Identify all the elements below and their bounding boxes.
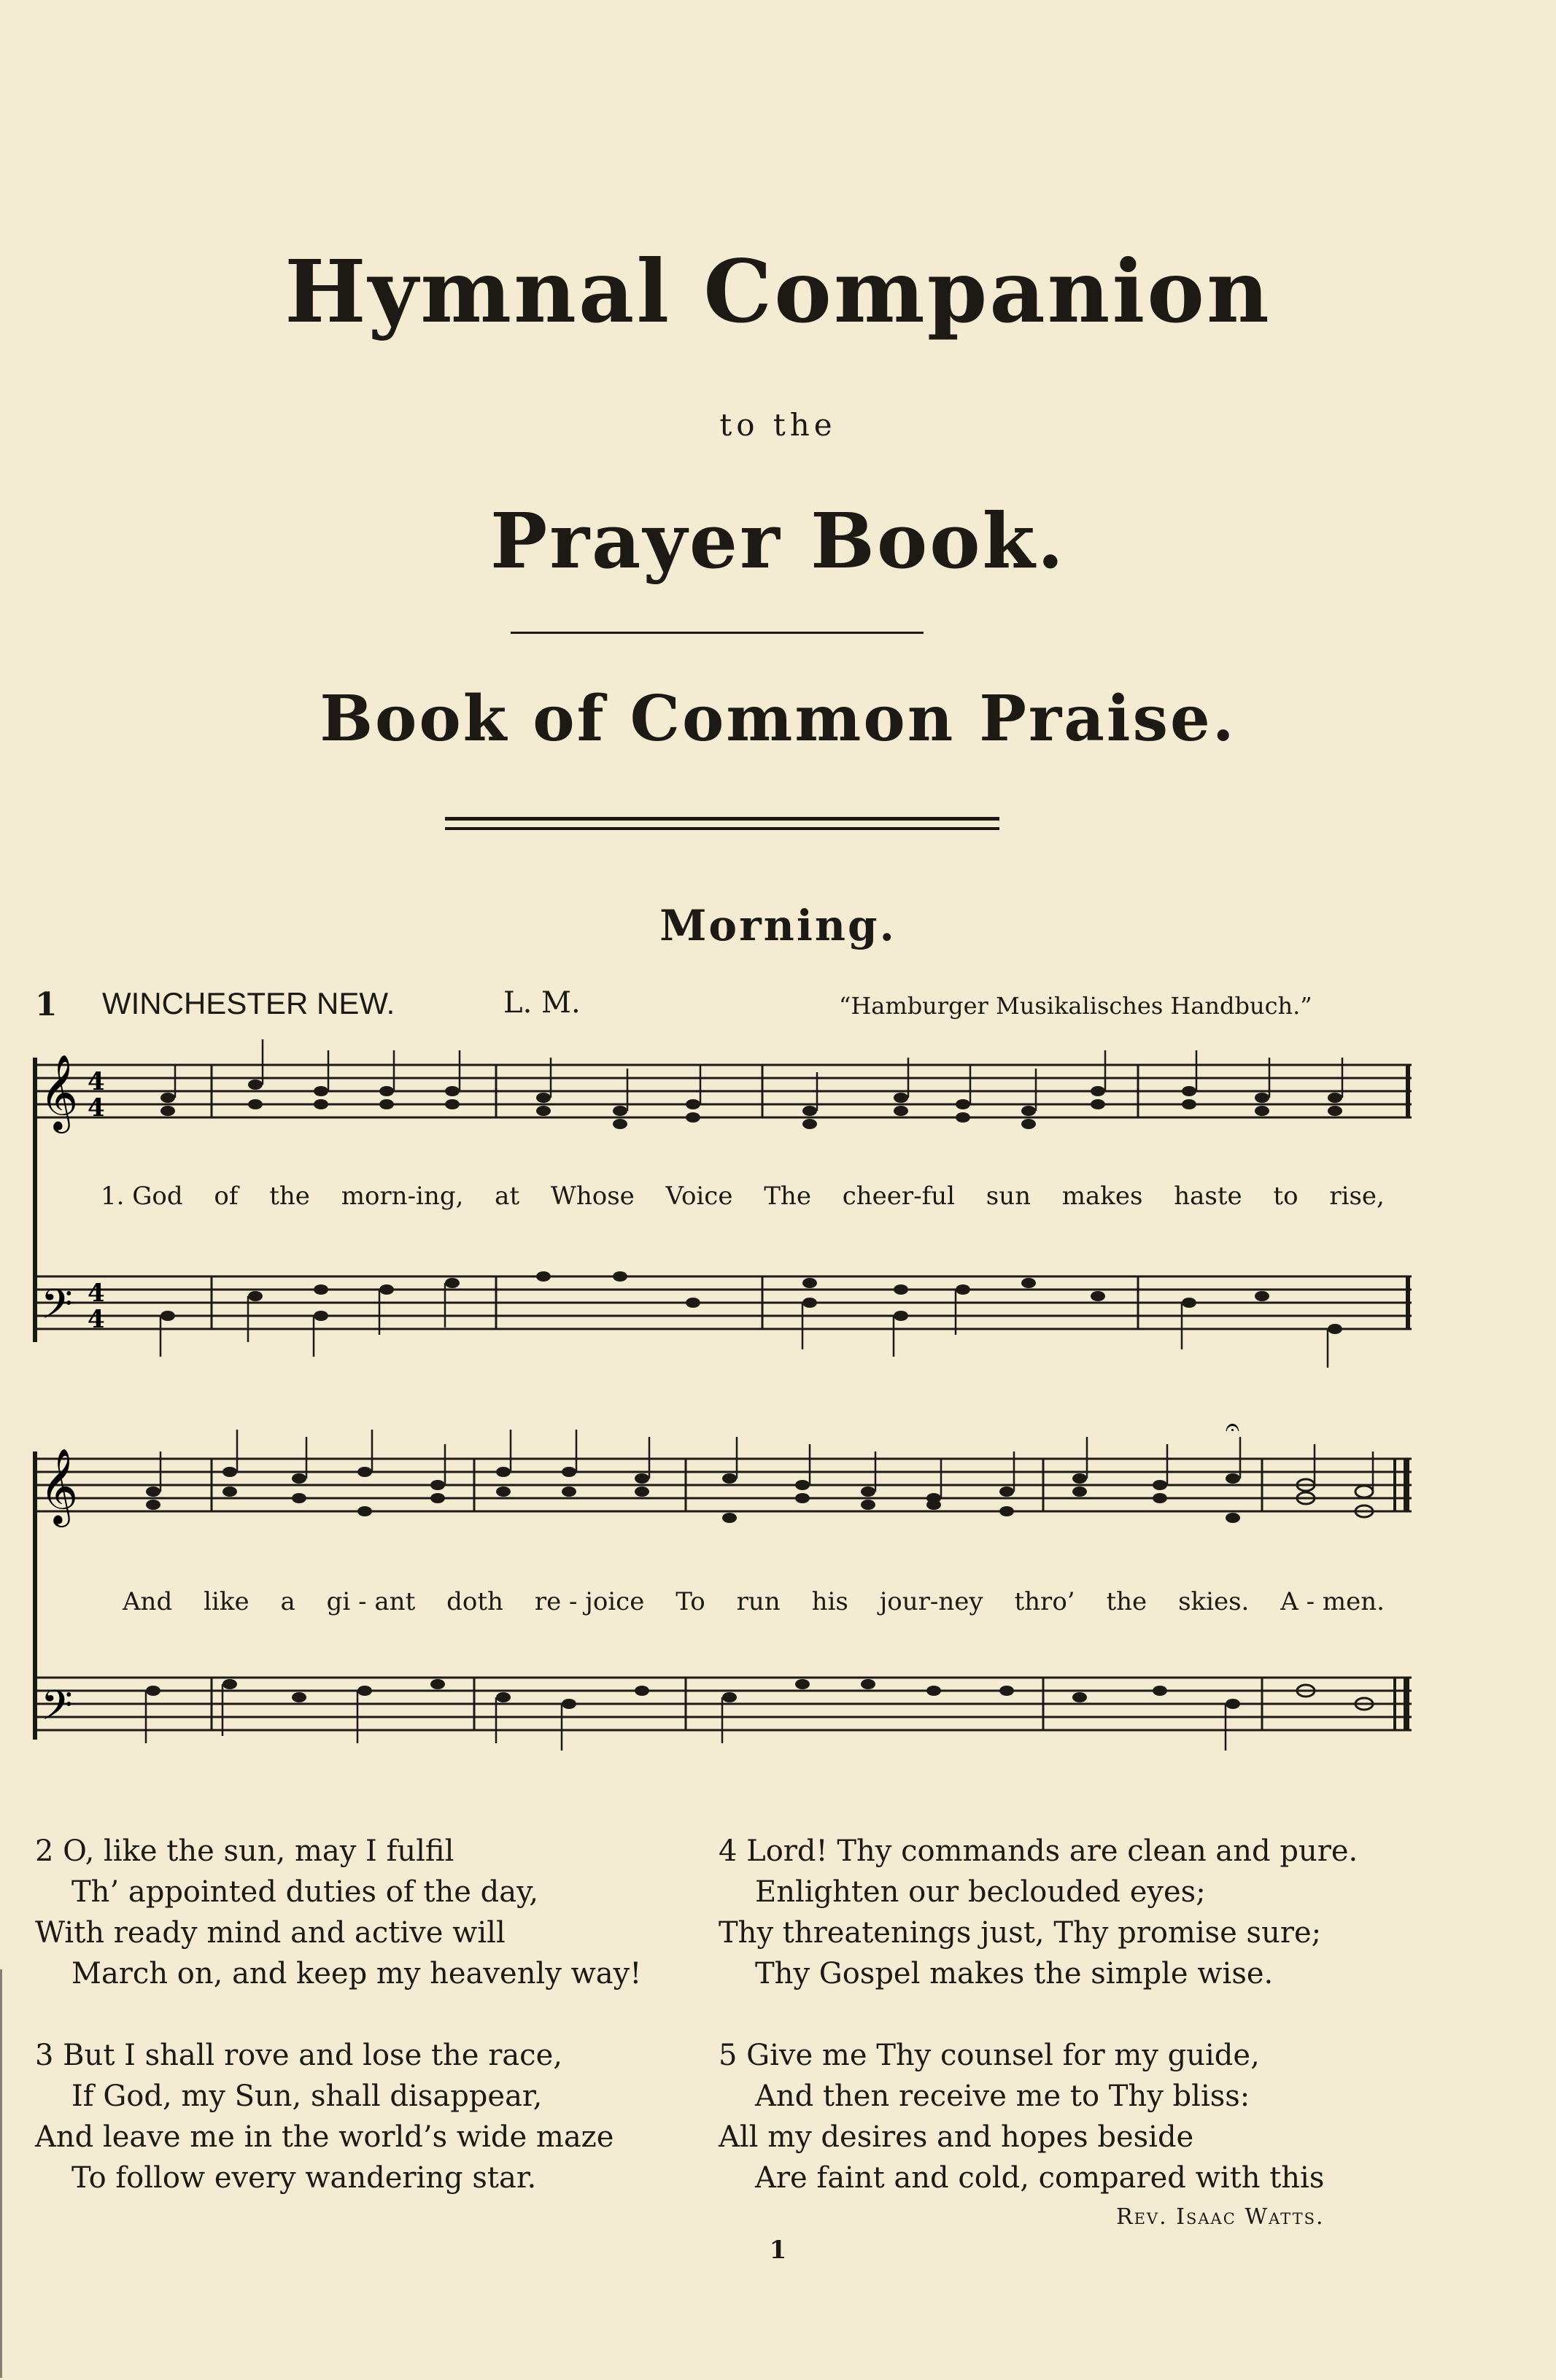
subtitle-connector: to the [719, 407, 837, 443]
stems-treble-1 [175, 1039, 1342, 1111]
bass-staff-1 [36, 1276, 1412, 1329]
hymn-meter: L. M. [503, 986, 581, 1020]
lyric-syllable: cheer-ful [842, 1182, 955, 1211]
time-signature-treble: 4 [88, 1067, 105, 1096]
time-signature-bass: 4 [88, 1279, 105, 1308]
tune-source: “Hamburger Musikalisches Handbuch.” [839, 992, 1312, 1020]
page-edge-shadow [0, 1969, 2, 2378]
title-divider [511, 632, 924, 634]
lyric-syllable: the [1106, 1587, 1147, 1616]
lyric-syllable: Whose [550, 1182, 635, 1211]
lyrics-row-1 [101, 1182, 1385, 1211]
lyric-syllable: haste [1174, 1182, 1242, 1211]
lyric-syllable: To [676, 1587, 705, 1616]
half-notes-bass-2 [1297, 1685, 1373, 1710]
verse-line: 2 O, like the sun, may I fulfil [35, 1834, 454, 1868]
lyric-syllable: sun [986, 1182, 1031, 1211]
lyric-syllable: Voice [665, 1182, 733, 1211]
lyric-syllable: run [736, 1587, 781, 1616]
lyric-syllable: his [811, 1587, 848, 1616]
double-rule-bottom [445, 827, 999, 830]
verse-line: If God, my Sun, shall disappear, [71, 2079, 543, 2113]
verse-5 [719, 2035, 1324, 2198]
time-signature-treble-lower: 4 [88, 1093, 105, 1123]
lyric-syllable: doth [446, 1587, 503, 1616]
book-title: Hymnal Companion [285, 241, 1271, 342]
treble-clef-icon: 𝄞 [39, 1448, 79, 1524]
stems-bass-1 [160, 1283, 1328, 1368]
treble-staff-2 [36, 1459, 1412, 1511]
lyric-syllable: The [764, 1182, 811, 1211]
treble-clef-icon: 𝄞 [39, 1054, 79, 1131]
stems-treble-2 [160, 1430, 1373, 1498]
treble-staff-1 [36, 1065, 1412, 1117]
section-heading: Morning. [659, 901, 897, 950]
verse-2 [35, 1831, 641, 1994]
verse-line: Are faint and cold, compared with this [755, 2161, 1325, 2195]
hymn-author: Rev. Isaac Watts. [1116, 2204, 1325, 2230]
notes-treble-2 [146, 1467, 1240, 1523]
page-number: 1 [769, 2236, 787, 2265]
verse-line: To follow every wandering star. [71, 2161, 537, 2195]
lyric-syllable: of [214, 1182, 239, 1211]
lyric-syllable: like [204, 1587, 249, 1616]
lyric-syllable: rise, [1329, 1182, 1385, 1211]
lyric-syllable: A - men. [1280, 1587, 1385, 1616]
tune-name: WINCHESTER NEW. [102, 986, 395, 1020]
lyric-syllable: a [280, 1587, 295, 1616]
verse-line: And then receive me to Thy bliss: [755, 2079, 1250, 2113]
lyric-syllable: morn-ing, [341, 1182, 464, 1211]
lyric-syllable: at [495, 1182, 520, 1211]
bass-clef-icon: 𝄢 [41, 1281, 73, 1338]
verse-line: With ready mind and active will [35, 1916, 506, 1950]
lyric-syllable: 1. God [101, 1182, 183, 1211]
double-rule-top [445, 817, 999, 821]
verse-3 [35, 2035, 614, 2198]
lyric-syllable: skies. [1178, 1587, 1250, 1616]
bass-clef-icon: 𝄢 [41, 1682, 73, 1740]
verse-line: 3 But I shall rove and lose the race, [35, 2039, 562, 2072]
book-subtitle: Book of Common Praise. [320, 682, 1236, 756]
book-title-second-line: Prayer Book. [490, 496, 1066, 586]
verse-line: 4 Lord! Thy commands are clean and pure. [719, 1834, 1358, 1868]
lyrics-row-2 [123, 1587, 1385, 1616]
fermata-icon: 𝄐 [1226, 1413, 1239, 1442]
verse-line: Enlighten our beclouded eyes; [755, 1875, 1206, 1909]
lyric-syllable: thro’ [1014, 1587, 1075, 1616]
time-signature-bass-lower: 4 [88, 1305, 105, 1334]
lyric-syllable: to [1273, 1182, 1298, 1211]
verse-line: Th’ appointed duties of the day, [71, 1875, 539, 1909]
lyric-syllable: jour-ney [879, 1587, 983, 1616]
verse-line: All my desires and hopes beside [719, 2120, 1194, 2154]
hymn-number: 1 [35, 986, 58, 1023]
verse-line: Thy Gospel makes the simple wise. [755, 1957, 1274, 1991]
lyric-syllable: makes [1061, 1182, 1143, 1211]
lyric-syllable: re - joice [534, 1587, 645, 1616]
verse-line: And leave me in the world’s wide maze [35, 2120, 614, 2154]
verse-line: Thy threatenings just, Thy promise sure; [719, 1916, 1322, 1950]
bass-staff-2 [36, 1678, 1412, 1730]
verse-4 [719, 1831, 1358, 1994]
lyric-syllable: gi - ant [326, 1587, 416, 1616]
verse-line: March on, and keep my heavenly way! [71, 1957, 642, 1991]
lyric-syllable: And [123, 1587, 173, 1616]
lyric-syllable: the [269, 1182, 310, 1211]
verse-line: 5 Give me Thy counsel for my guide, [719, 2039, 1260, 2072]
